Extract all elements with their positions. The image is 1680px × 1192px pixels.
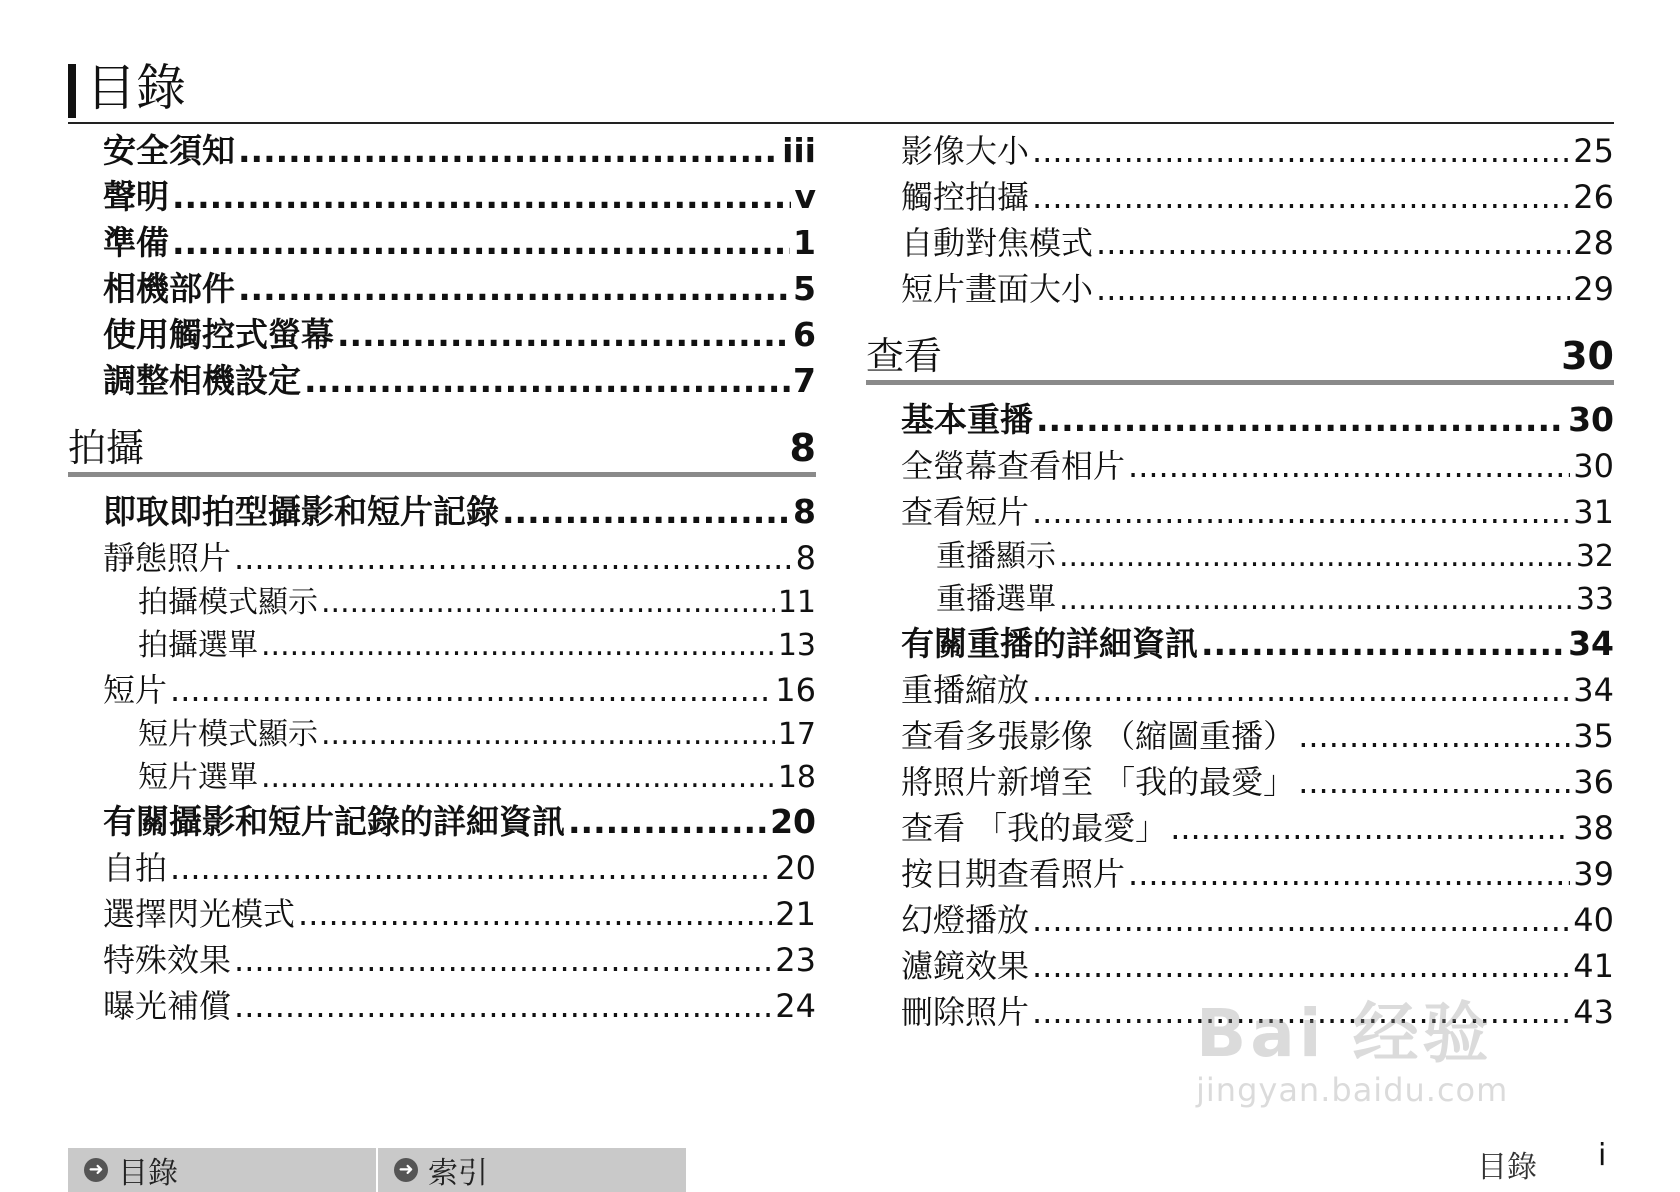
toc-entry-page: 13 bbox=[777, 628, 816, 663]
toc-entry-label: 選擇閃光模式 bbox=[103, 895, 296, 933]
section-title: 拍攝 bbox=[68, 426, 145, 470]
toc-entry[interactable] bbox=[68, 756, 816, 799]
toc-shooting-list bbox=[68, 489, 816, 1029]
dot-leader bbox=[321, 713, 775, 756]
toc-entry-label: 曝光補償 bbox=[103, 987, 232, 1025]
arrow-circle-right-icon: ➜ bbox=[84, 1158, 108, 1182]
dot-leader bbox=[238, 128, 779, 174]
toc-entry-label: 調整相機設定 bbox=[103, 361, 301, 400]
toc-entry-page: 5 bbox=[793, 269, 816, 308]
toc-entry-page: 33 bbox=[1575, 582, 1614, 617]
toc-entry[interactable] bbox=[866, 578, 1614, 621]
toc-entry-page: 36 bbox=[1573, 763, 1614, 801]
dot-leader bbox=[261, 756, 775, 799]
dot-leader bbox=[1032, 174, 1570, 220]
toc-entry-page: 8 bbox=[793, 492, 816, 531]
dot-leader bbox=[234, 983, 772, 1029]
toc-entry-page: 25 bbox=[1573, 132, 1614, 170]
dot-leader bbox=[1032, 897, 1570, 943]
toc-entry-page: 20 bbox=[775, 849, 816, 887]
toc-entry-label: 拍攝選單 bbox=[138, 628, 258, 663]
toc-entry[interactable] bbox=[866, 851, 1614, 897]
toc-entry-page: 8 bbox=[795, 539, 816, 577]
toc-entry-page: iii bbox=[782, 131, 816, 170]
toc-entry-label: 短片模式顯示 bbox=[138, 717, 318, 752]
toc-entry-page: 7 bbox=[793, 361, 816, 400]
toc-entry[interactable] bbox=[866, 897, 1614, 943]
dot-leader bbox=[304, 358, 790, 404]
toc-entry-page: 38 bbox=[1573, 809, 1614, 847]
toc-entry[interactable] bbox=[68, 489, 816, 535]
toc-entry-label: 重播顯示 bbox=[936, 539, 1056, 574]
toc-entry[interactable] bbox=[68, 891, 816, 937]
toc-entry[interactable] bbox=[866, 128, 1614, 174]
toc-entry-label: 重播選單 bbox=[936, 582, 1056, 617]
toc-entry-label: 使用觸控式螢幕 bbox=[103, 315, 334, 354]
toc-entry-label: 特殊效果 bbox=[103, 941, 232, 979]
toc-entry-page: 34 bbox=[1573, 671, 1614, 709]
toc-entry-label: 影像大小 bbox=[901, 132, 1030, 170]
toc-right-column bbox=[866, 128, 1614, 1035]
dot-leader bbox=[1032, 667, 1570, 713]
dot-leader bbox=[261, 624, 775, 667]
toc-entry-page: 23 bbox=[775, 941, 816, 979]
dot-leader bbox=[1201, 621, 1565, 667]
toc-entry[interactable] bbox=[68, 667, 816, 713]
toc-entry-label: 查看短片 bbox=[901, 493, 1030, 531]
toc-entry-label: 將照片新增至 「我的最愛」 bbox=[901, 763, 1296, 801]
dot-leader bbox=[234, 937, 772, 983]
toc-entry-page: v bbox=[794, 177, 816, 216]
watermark-url: jingyan.baidu.com bbox=[1196, 1071, 1509, 1109]
dot-leader bbox=[1096, 220, 1570, 266]
dot-leader bbox=[1128, 443, 1570, 489]
toc-entry-page: 34 bbox=[1568, 624, 1614, 663]
toc-entry[interactable] bbox=[866, 397, 1614, 443]
dot-leader bbox=[172, 220, 790, 266]
toc-entry-label: 靜態照片 bbox=[103, 539, 232, 577]
section-page: 30 bbox=[1561, 334, 1614, 378]
section-heading-viewing[interactable] bbox=[866, 322, 1614, 385]
dot-leader bbox=[502, 489, 790, 535]
toc-entry[interactable] bbox=[68, 713, 816, 756]
baidu-watermark bbox=[1196, 980, 1508, 1109]
toc-entry-page: 21 bbox=[775, 895, 816, 933]
toc-entry-label: 幻燈播放 bbox=[901, 901, 1030, 939]
dot-leader bbox=[298, 891, 772, 937]
toc-entry[interactable] bbox=[866, 489, 1614, 535]
toc-entry-page: 16 bbox=[775, 671, 816, 709]
toc-entry-label: 相機部件 bbox=[103, 269, 235, 308]
section-heading-shooting[interactable] bbox=[68, 414, 816, 477]
toc-entry[interactable] bbox=[68, 845, 816, 891]
toc-entry-label: 觸控拍攝 bbox=[901, 178, 1030, 216]
toc-entry[interactable] bbox=[68, 220, 816, 266]
dot-leader bbox=[172, 174, 791, 220]
toc-entry-label: 查看 「我的最愛」 bbox=[901, 809, 1168, 847]
toc-entry-label: 刪除照片 bbox=[901, 993, 1030, 1031]
dot-leader bbox=[1032, 128, 1570, 174]
toc-entry-page: 32 bbox=[1575, 539, 1614, 574]
toc-entry-page: 24 bbox=[775, 987, 816, 1025]
toc-left-column bbox=[68, 128, 816, 1029]
footer-tab-label: 目錄 bbox=[118, 1156, 178, 1191]
page-title: 目錄 bbox=[86, 59, 186, 117]
page-header bbox=[68, 56, 1614, 124]
toc-viewing-list bbox=[866, 397, 1614, 1035]
dot-leader bbox=[321, 581, 775, 624]
toc-entry[interactable] bbox=[866, 535, 1614, 578]
toc-entry-label: 有關攝影和短片記錄的詳細資訊 bbox=[103, 802, 565, 841]
toc-entry-page: 20 bbox=[770, 802, 816, 841]
dot-leader bbox=[170, 845, 772, 891]
watermark-logo: Bai 经验 bbox=[1196, 995, 1493, 1072]
toc-entry[interactable] bbox=[866, 443, 1614, 489]
toc-entry[interactable] bbox=[866, 174, 1614, 220]
dot-leader bbox=[1036, 397, 1565, 443]
toc-entry-label: 準備 bbox=[103, 223, 169, 262]
section-page: 8 bbox=[789, 426, 816, 470]
toc-entry[interactable] bbox=[68, 312, 816, 358]
dot-leader bbox=[238, 266, 790, 312]
toc-entry[interactable] bbox=[866, 713, 1614, 759]
toc-entry-page: 39 bbox=[1573, 855, 1614, 893]
toc-entry[interactable] bbox=[68, 266, 816, 312]
toc-entry[interactable] bbox=[68, 581, 816, 624]
footer-nav bbox=[68, 1148, 688, 1192]
dot-leader bbox=[170, 667, 772, 713]
toc-entry-page: 43 bbox=[1573, 993, 1614, 1031]
toc-entry-label: 自拍 bbox=[103, 849, 168, 887]
toc-entry-page: 26 bbox=[1573, 178, 1614, 216]
toc-entry-label: 查看多張影像 （縮圖重播） bbox=[901, 717, 1296, 755]
dot-leader bbox=[337, 312, 790, 358]
toc-entry-page: 35 bbox=[1573, 717, 1614, 755]
toc-entry-page: 1 bbox=[793, 223, 816, 262]
toc-entry-page: 30 bbox=[1573, 447, 1614, 485]
toc-entry-label: 基本重播 bbox=[901, 400, 1033, 439]
toc-entry[interactable] bbox=[866, 759, 1614, 805]
dot-leader bbox=[1096, 266, 1570, 312]
toc-entry[interactable] bbox=[866, 667, 1614, 713]
toc-entry[interactable] bbox=[68, 983, 816, 1029]
toc-entry[interactable] bbox=[68, 174, 816, 220]
toc-entry-label: 短片畫面大小 bbox=[901, 270, 1094, 308]
dot-leader bbox=[568, 799, 767, 845]
dot-leader bbox=[1059, 535, 1573, 578]
footer-tab-index[interactable] bbox=[378, 1148, 686, 1192]
toc-entry-page: 30 bbox=[1568, 400, 1614, 439]
toc-entry[interactable] bbox=[866, 266, 1614, 312]
toc-entry[interactable] bbox=[866, 621, 1614, 667]
toc-entry-label: 即取即拍型攝影和短片記錄 bbox=[103, 492, 499, 531]
toc-intro-list bbox=[68, 128, 816, 404]
toc-entry-label: 拍攝模式顯示 bbox=[138, 585, 318, 620]
toc-entry[interactable] bbox=[68, 799, 816, 845]
toc-entry-page: 11 bbox=[777, 585, 816, 620]
toc-entry[interactable] bbox=[68, 535, 816, 581]
toc-entry-label: 短片 bbox=[103, 671, 168, 709]
footer-section-title: 目錄 bbox=[1477, 1150, 1537, 1185]
toc-entry-label: 聲明 bbox=[103, 177, 169, 216]
footer-tab-label: 索引 bbox=[428, 1156, 488, 1191]
dot-leader bbox=[1298, 759, 1570, 805]
toc-entry-page: 6 bbox=[793, 315, 816, 354]
toc-entry-page: 28 bbox=[1573, 224, 1614, 262]
toc-entry-label: 自動對焦模式 bbox=[901, 224, 1094, 262]
dot-leader bbox=[1032, 489, 1570, 535]
toc-entry-page: 40 bbox=[1573, 901, 1614, 939]
toc-entry-label: 短片選單 bbox=[138, 760, 258, 795]
toc-entry[interactable] bbox=[866, 220, 1614, 266]
toc-entry-label: 安全須知 bbox=[103, 131, 235, 170]
title-accent-bar bbox=[68, 64, 76, 118]
toc-entry[interactable] bbox=[866, 805, 1614, 851]
toc-entry-label: 重播縮放 bbox=[901, 671, 1030, 709]
toc-entry[interactable] bbox=[68, 358, 816, 404]
arrow-circle-right-icon: ➜ bbox=[394, 1158, 418, 1182]
page-number: i bbox=[1598, 1138, 1607, 1173]
dot-leader bbox=[1128, 851, 1570, 897]
dot-leader bbox=[1170, 805, 1570, 851]
dot-leader bbox=[234, 535, 793, 581]
toc-entry[interactable] bbox=[68, 937, 816, 983]
toc-entry-page: 17 bbox=[777, 717, 816, 752]
toc-shooting-continued-list bbox=[866, 128, 1614, 312]
dot-leader bbox=[1298, 713, 1570, 759]
toc-entry-page: 29 bbox=[1573, 270, 1614, 308]
dot-leader bbox=[1059, 578, 1573, 621]
footer-tab-contents[interactable] bbox=[68, 1148, 376, 1192]
toc-entry[interactable] bbox=[68, 624, 816, 667]
toc-entry-label: 有關重播的詳細資訊 bbox=[901, 624, 1198, 663]
toc-entry[interactable] bbox=[68, 128, 816, 174]
toc-entry-page: 41 bbox=[1573, 947, 1614, 985]
toc-entry-label: 按日期查看照片 bbox=[901, 855, 1126, 893]
toc-entry-label: 濾鏡效果 bbox=[901, 947, 1030, 985]
toc-entry-page: 18 bbox=[777, 760, 816, 795]
section-title: 查看 bbox=[866, 334, 943, 378]
toc-entry-page: 31 bbox=[1573, 493, 1614, 531]
toc-entry-label: 全螢幕查看相片 bbox=[901, 447, 1126, 485]
